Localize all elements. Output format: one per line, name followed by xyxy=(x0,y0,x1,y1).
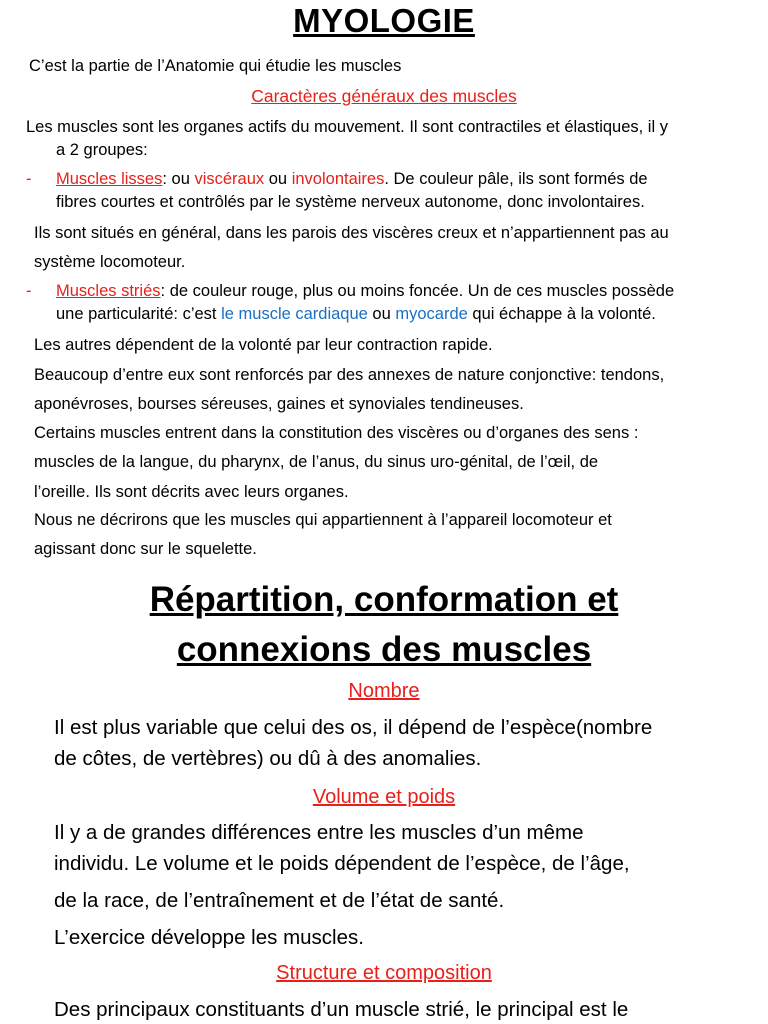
paragraph-line: aponévroses, bourses séreuses, gaines et synoviales tendineuses. xyxy=(34,395,524,413)
paragraph-line: a 2 groupes: xyxy=(56,141,148,159)
text-span: ou xyxy=(264,170,292,188)
term-involontaires: involontaires xyxy=(291,170,385,188)
term-muscle-cardiaque: le muscle cardiaque xyxy=(221,305,368,323)
bullet-dash: - xyxy=(26,170,32,188)
paragraph-line: de la race, de l’entraînement et de l’état de santé. xyxy=(54,889,505,912)
paragraph-line: système locomoteur. xyxy=(34,253,186,271)
text-span: : de couleur rouge, plus ou moins foncée. Un de ces muscles possède xyxy=(160,282,675,300)
text-span: qui échappe à la volonté. xyxy=(467,305,656,323)
paragraph-line: Ils sont situés en général, dans les parois des viscères creux et n’appartiennent pas au xyxy=(34,224,669,242)
term-visceraux: viscéraux xyxy=(194,170,265,188)
text-span: une particularité: c’est xyxy=(56,305,222,323)
paragraph-line: de côtes, de vertèbres) ou dû à des anomalies. xyxy=(54,747,482,770)
section-heading-text: Caractères généraux des muscles xyxy=(251,86,517,106)
paragraph-line: muscles de la langue, du pharynx, de l’anus, du sinus uro-génital, de l’œil, de xyxy=(34,453,599,471)
paragraph-line: Les muscles sont les organes actifs du mouvement. Il sont contractiles et élastiques, il y xyxy=(26,118,668,136)
paragraph-line: l’oreille. Ils sont décrits avec leurs organes. xyxy=(34,483,349,501)
bullet-line: fibres courtes et contrôlés par le système nerveux autonome, donc involontaires. xyxy=(56,193,645,211)
term-muscles-stries: Muscles striés xyxy=(56,282,161,300)
paragraph-line: Beaucoup d’entre eux sont renforcés par des annexes de nature conjonctive: tendons, xyxy=(34,366,665,384)
paragraph-line: Des principaux constituants d’un muscle strié, le principal est le xyxy=(54,998,629,1021)
paragraph-line: Nous ne décrirons que les muscles qui appartiennent à l’appareil locomoteur et xyxy=(34,511,612,529)
paragraph-line: Il y a de grandes différences entre les muscles d’un même xyxy=(54,821,584,844)
section-heading-caracteres xyxy=(0,86,768,106)
bullet-line xyxy=(56,281,674,301)
paragraph-line: Il est plus variable que celui des os, il dépend de l’espèce(nombre xyxy=(54,716,653,739)
text-span: . De couleur pâle, ils sont formés de xyxy=(384,170,648,188)
subheading-structure: Structure et composition xyxy=(276,962,492,984)
subheading-volume-poids: Volume et poids xyxy=(312,786,456,808)
paragraph-line: Certains muscles entrent dans la constitution des viscères ou d’organes des sens : xyxy=(34,424,639,442)
term-muscles-lisses: Muscles lisses xyxy=(56,170,163,188)
section-title-line: Répartition, conformation et xyxy=(149,580,619,619)
paragraph-line: individu. Le volume et le poids dépendent de l’espèce, de l’âge, xyxy=(54,852,630,875)
bullet-line xyxy=(56,169,648,189)
term-myocarde: myocarde xyxy=(395,305,468,323)
intro-text: C’est la partie de l’Anatomie qui étudie les muscles xyxy=(29,57,402,75)
text-span: ou xyxy=(367,305,396,323)
page-title: MYOLOGIE xyxy=(293,2,475,39)
text-span: : ou xyxy=(162,170,195,188)
paragraph-line: L’exercice développe les muscles. xyxy=(54,926,364,949)
section-title-line: connexions des muscles xyxy=(176,630,592,669)
paragraph-line: agissant donc sur le squelette. xyxy=(34,540,257,558)
subheading-nombre: Nombre xyxy=(348,680,420,702)
bullet-dash: - xyxy=(26,282,32,300)
bullet-line xyxy=(56,304,656,324)
paragraph-line: Les autres dépendent de la volonté par leur contraction rapide. xyxy=(34,336,493,354)
